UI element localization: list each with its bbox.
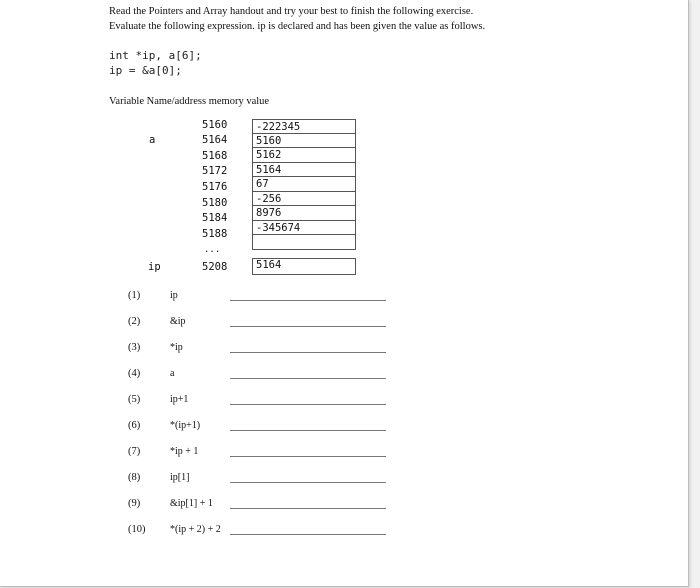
question-expression: &ip[1] + 1: [170, 498, 213, 509]
ellipsis: ...: [204, 245, 221, 255]
question-expression: &ip: [170, 316, 186, 327]
question-expression: *ip + 1: [170, 446, 199, 457]
answer-line[interactable]: [230, 352, 386, 353]
address-cell: 5160: [202, 119, 228, 131]
ip-address: 5208: [202, 261, 228, 273]
ip-memory-value: 5164: [252, 258, 356, 275]
question-item: [0, 420, 700, 438]
answer-line[interactable]: [230, 456, 386, 457]
question-number: (1): [128, 290, 141, 301]
address-cell: 5172: [202, 165, 228, 177]
address-cell: 5184: [202, 212, 228, 224]
question-expression: ip+1: [170, 394, 189, 405]
question-expression: ip[1]: [170, 472, 190, 483]
variable-name-ip: ip: [148, 261, 161, 273]
question-number: (5): [128, 394, 141, 405]
question-expression: a: [170, 368, 175, 379]
memory-value-cell: 5160: [252, 134, 356, 149]
code-line-assignment: ip = &a[0];: [109, 64, 182, 77]
answer-line[interactable]: [230, 430, 386, 431]
question-item: [0, 368, 700, 386]
question-number: (7): [128, 446, 141, 457]
question-item: [0, 498, 700, 516]
instruction-line-2: Evaluate the following expression. ip is declared and has been given the value as follows.: [109, 21, 486, 32]
variable-name-a: a: [149, 134, 156, 146]
question-number: (8): [128, 472, 141, 483]
question-item: [0, 472, 700, 490]
address-cell: 5164: [202, 134, 228, 146]
answer-line[interactable]: [230, 378, 386, 379]
address-cell: 5176: [202, 181, 228, 193]
question-item: [0, 394, 700, 412]
question-number: (6): [128, 420, 141, 431]
question-number: (9): [128, 498, 141, 509]
memory-value-cell: -256: [252, 192, 356, 207]
question-item: [0, 524, 700, 542]
memory-value-cell: 5164: [252, 163, 356, 178]
memory-value-cell: -345674: [252, 221, 356, 236]
answer-line[interactable]: [230, 300, 386, 301]
question-expression: *(ip+1): [170, 420, 201, 431]
memory-value-cell: 5162: [252, 148, 356, 163]
question-item: [0, 290, 700, 308]
answer-line[interactable]: [230, 326, 386, 327]
question-expression: ip: [170, 290, 178, 301]
memory-value-cell: 8976: [252, 206, 356, 221]
question-expression: *(ip + 2) + 2: [170, 524, 221, 535]
question-item: [0, 446, 700, 464]
memory-value-cell: 67: [252, 177, 356, 192]
instruction-line-1: Read the Pointers and Array handout and try your best to finish the following exercise.: [109, 6, 474, 17]
answer-line[interactable]: [230, 508, 386, 509]
code-line-declaration: int *ip, a[6];: [109, 49, 202, 62]
address-cell: 5188: [202, 228, 228, 240]
memory-value-cell-empty: [252, 235, 356, 250]
answer-line[interactable]: [230, 534, 386, 535]
memory-value-cell: -222345: [252, 119, 356, 134]
table-header: Variable Name/address memory value: [109, 96, 270, 107]
memory-value-table: [252, 119, 356, 250]
question-number: (2): [128, 316, 141, 327]
question-number: (4): [128, 368, 141, 379]
answer-line[interactable]: [230, 404, 386, 405]
question-item: [0, 342, 700, 360]
question-number: (10): [128, 524, 146, 535]
address-cell: 5180: [202, 197, 228, 209]
address-cell: 5168: [202, 150, 228, 162]
question-number: (3): [128, 342, 141, 353]
question-item: [0, 316, 700, 334]
question-expression: *ip: [170, 342, 183, 353]
answer-line[interactable]: [230, 482, 386, 483]
